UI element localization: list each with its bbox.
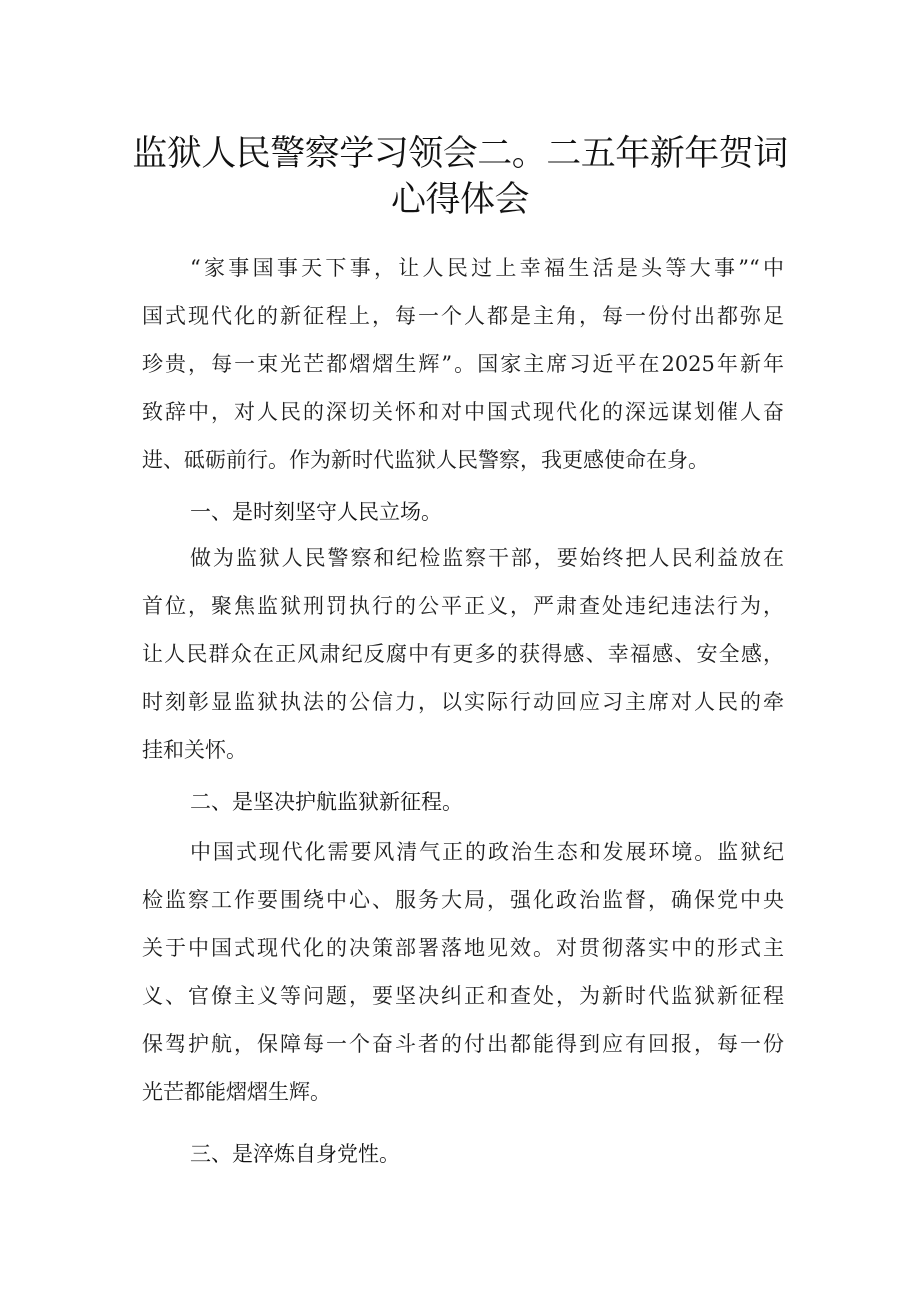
section-2-heading: 二、是坚决护航监狱新征程。 <box>190 790 463 814</box>
intro-line-1: “家事国事天下事，让人民过上幸福生活是头等大事”“中 <box>190 256 784 280</box>
section-2-line-5: 保驾护航，保障每一个奋斗者的付出都能得到应有回报，每一份 <box>142 1032 784 1056</box>
section-2-line-2: 检监察工作要围绕中心、服务大局，强化政治监督，确保党中央 <box>142 888 784 912</box>
document-title-line-2: 心得体会 <box>390 180 529 220</box>
section-2-line-6: 光芒都能熠熠生辉。 <box>142 1080 331 1104</box>
document-title-line-1: 监狱人民警察学习领会二。二五年新年贺词 <box>132 134 788 174</box>
intro-line-4: 致辞中，对人民的深切关怀和对中国式现代化的深远谋划催人奋 <box>142 400 784 424</box>
section-1-line-4: 时刻彰显监狱执法的公信力，以实际行动回应习主席对人民的牵 <box>142 690 784 714</box>
section-2-line-3: 关于中国式现代化的决策部署落地见效。对贯彻落实中的形式主 <box>142 936 784 960</box>
section-1-line-5: 挂和关怀。 <box>142 738 247 762</box>
section-2-line-4: 义、官僚主义等问题，要坚决纠正和查处，为新时代监狱新征程 <box>142 984 784 1008</box>
section-3-heading: 三、是淬炼自身党性。 <box>190 1142 400 1166</box>
intro-line-5: 进、砥砺前行。作为新时代监狱人民警察，我更感使命在身。 <box>142 448 709 472</box>
section-1-line-2: 首位，聚焦监狱刑罚执行的公平正义，严肃查处违纪违法行为， <box>142 594 784 618</box>
section-2-line-1: 中国式现代化需要风清气正的政治生态和发展环境。监狱纪 <box>190 840 784 864</box>
section-1-heading: 一、是时刻坚守人民立场。 <box>190 500 442 524</box>
section-1-line-1: 做为监狱人民警察和纪检监察干部，要始终把人民利益放在 <box>190 546 784 570</box>
section-1-line-3: 让人民群众在正风肃纪反腐中有更多的获得感、幸福感、安全感， <box>142 642 784 666</box>
intro-line-2: 国式现代化的新征程上，每一个人都是主角，每一份付出都弥足 <box>142 304 784 328</box>
intro-line-3: 珍贵，每一束光芒都熠熠生辉”。国家主席习近平在2025年新年 <box>142 352 784 376</box>
